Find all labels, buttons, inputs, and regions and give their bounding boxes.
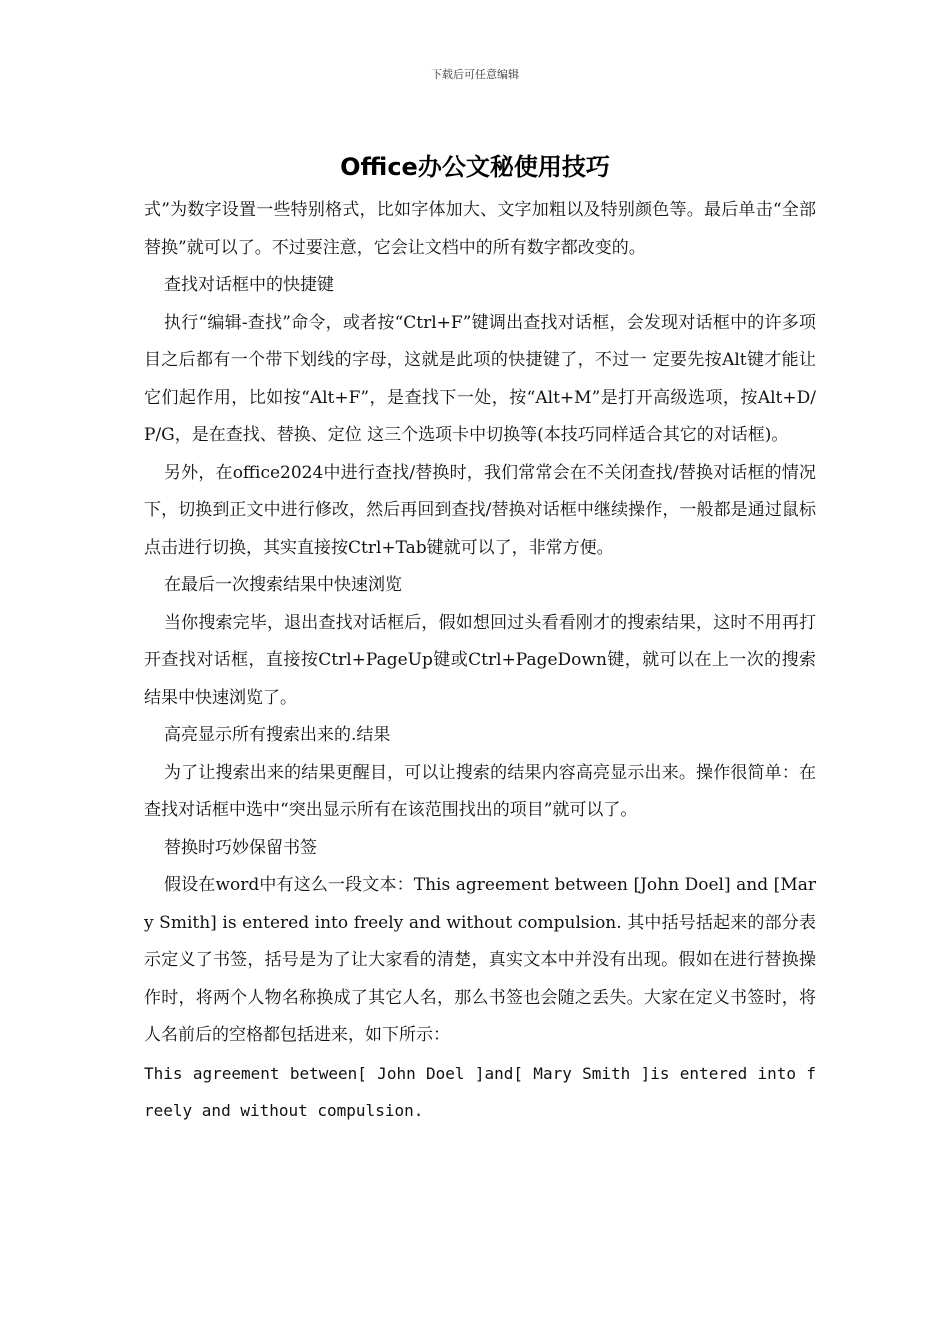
paragraph: 执行“编辑-查找”命令，或者按“Ctrl+F”键调出查找对话框，会发现对话框中的许多项目之后都有一个带下划线的字母，这就是此项的快捷键了，不过一 定要先按Alt键才能让它们起作用，比如按“Alt+F”，是查找下一处，按“Alt+M”是打开高级选项，按Alt+D/P/G，是在查找、替换、定位 这三个选项卡中切换等(本技巧同样适合其它的对话框)。 — [144, 312, 816, 445]
section-heading-browse-results: 在最后一次搜索结果中快速浏览 — [164, 575, 402, 595]
paragraph: 为了让搜索出来的结果更醒目，可以让搜索的结果内容高亮显示出来。操作很简单：在查找对话框中选中“突出显示所有在该范围找出的项目”就可以了。 — [144, 762, 816, 820]
paragraph: 假设在word中有这么一段文本：This agreement between [John Doel] and [Mary Smith] is entered into freely and without compulsion. 其中括号括起来的部分表示定义了书签，括号是为了让大家看的清楚，真实文本中并没有出现。假如在进行替换操作时，将两个人物名称换成了其它人名，那么书签也会随之丢失。大家在定义书签时，将人名前后的空格都包括进来，如下所示： — [144, 875, 816, 1045]
paragraph: 当你搜索完毕，退出查找对话框后，假如想回过头看看刚才的搜索结果，这时不用再打开查找对话框，直接按Ctrl+PageUp键或Ctrl+PageDown键，就可以在上一次的搜索结果中快速浏览了。 — [144, 612, 816, 708]
page-header: 下载后可任意编辑 — [431, 68, 519, 81]
section-heading-keep-bookmarks: 替换时巧妙保留书签 — [164, 837, 317, 858]
section-heading-highlight-results: 高亮显示所有搜索出来的.结果 — [164, 725, 391, 745]
document-body — [144, 192, 816, 1130]
paragraph: 另外，在office2024中进行查找/替换时，我们常常会在不关闭查找/替换对话框的情况下，切换到正文中进行修改，然后再回到查找/替换对话框中继续操作，一般都是通过鼠标点击进行切换，其实直接按Ctrl+Tab键就可以了，非常方便。 — [144, 462, 816, 558]
section-heading-find-shortcuts: 查找对话框中的快捷键 — [164, 275, 334, 295]
paragraph-continuation: 式”为数字设置一些特别格式，比如字体加大、文字加粗以及特别颜色等。最后单击“全部替换”就可以了。不过要注意，它会让文档中的所有数字都改变的。 — [144, 200, 816, 258]
paragraph-example: This agreement between[ John Doel ]and[ Mary Smith ]is entered into freely and without compulsion. — [144, 1063, 816, 1120]
document-title: Office办公文秘使用技巧 — [340, 153, 610, 181]
